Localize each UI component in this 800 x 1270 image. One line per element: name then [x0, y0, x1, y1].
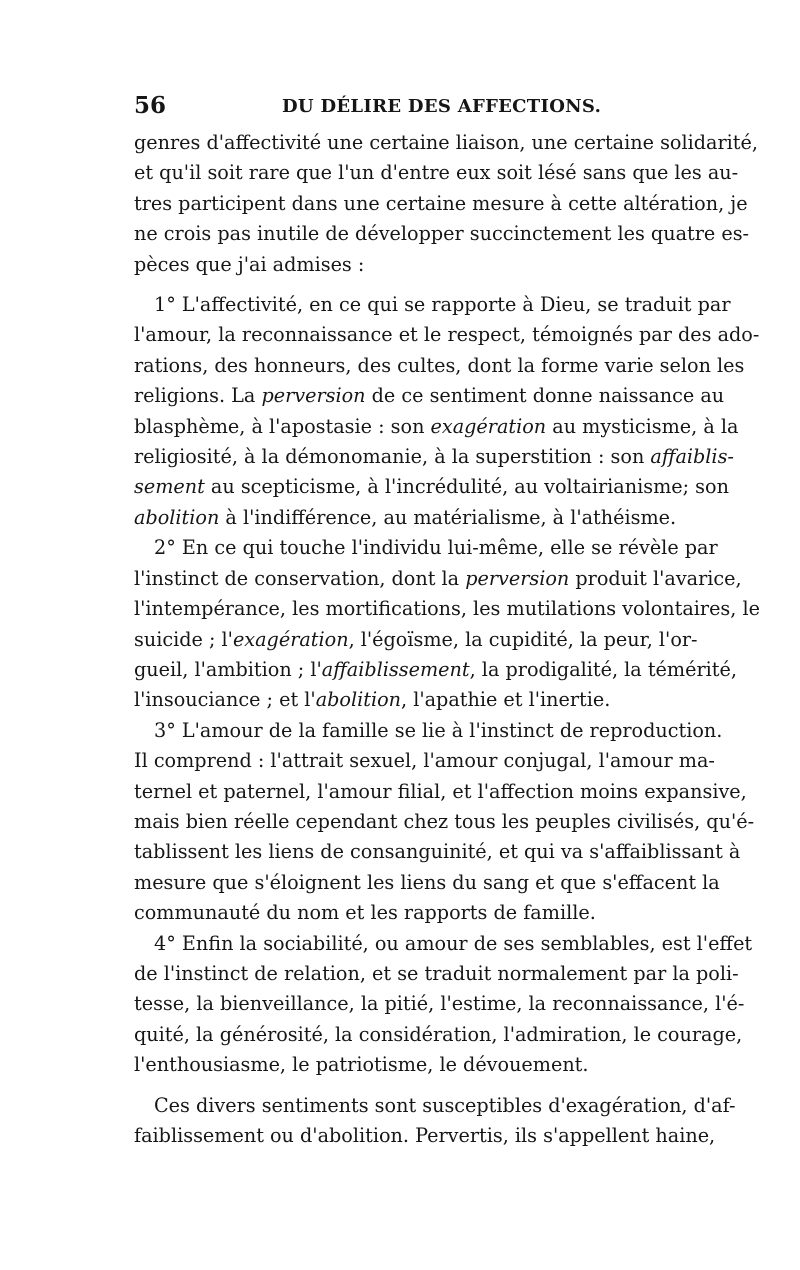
page-header: [134, 92, 668, 122]
italic-term: perversion: [261, 384, 366, 408]
text-line: de l'instinct de relation, et se traduit normalement par la poli-: [134, 961, 739, 985]
text-line: faiblissement ou d'abolition. Pervertis, ils s'appellent haine,: [134, 1124, 716, 1147]
text-line: l'intempérance, les mortifications, les mutilations volontaires, le: [134, 597, 760, 621]
text-line: l'insouciance ; et l'abolition, l'apathie et l'inertie.: [134, 688, 611, 712]
text-line: Il comprend : l'attrait sexuel, l'amour conjugal, l'amour ma-: [134, 749, 715, 773]
italic-term: abolition: [134, 505, 220, 529]
text-line: l'instinct de conservation, dont la perversion produit l'avarice,: [134, 566, 742, 590]
text-line: genres d'affectivité une certaine liaison, une certaine solidarité,: [134, 131, 758, 154]
text-line: gueil, l'ambition ; l'affaiblissement, la prodigalité, la témérité,: [134, 657, 737, 681]
text-line: et qu'il soit rare que l'un d'entre eux soit lésé sans que les au-: [134, 161, 739, 185]
text-line: ternel et paternel, l'amour filial, et l'affection moins expansive,: [134, 779, 747, 803]
paragraph-conclusion: [134, 1091, 736, 1152]
text-line: quité, la générosité, la considération, l'admiration, le courage,: [134, 1022, 743, 1046]
page-number: 56: [134, 92, 167, 119]
text-line: mais bien réelle cependant chez tous les peuples civilisés, qu'é-: [134, 809, 755, 833]
text-line: religiosité, à la démonomanie, à la superstition : son affaiblis-: [134, 445, 734, 469]
text-line: abolition à l'indifférence, au matérialisme, à l'athéisme.: [134, 505, 677, 529]
paragraph-family: [134, 716, 755, 929]
text-line: tablissent les liens de consanguinité, et qui va s'affaiblissant à: [134, 840, 741, 864]
text-line: 1° L'affectivité, en ce qui se rapporte à Dieu, se traduit par: [154, 293, 731, 317]
text-line: ne crois pas inutile de développer succinctement les quatre es-: [134, 222, 750, 246]
text-line: 2° En ce qui touche l'individu lui-même, elle se révèle par: [154, 536, 718, 560]
text-line: l'enthousiasme, le patriotisme, le dévouement.: [134, 1053, 589, 1077]
italic-term: abolition: [315, 688, 401, 712]
text-line: rations, des honneurs, des cultes, dont la forme varie selon les: [134, 353, 745, 377]
italic-term: perversion: [465, 566, 570, 590]
text-line: Ces divers sentiments sont susceptibles d'exagération, d'af-: [154, 1093, 736, 1117]
paragraph-god: [134, 290, 760, 533]
running-title: DU DÉLIRE DES AFFECTIONS.: [282, 96, 602, 117]
paragraph-sociability: [134, 929, 753, 1081]
paragraph-individual: [134, 533, 760, 715]
text-line: communauté du nom et les rapports de famille.: [134, 901, 596, 925]
italic-term: affaiblis-: [650, 445, 734, 469]
text-line: religions. La perversion de ce sentiment donne naissance au: [134, 384, 725, 408]
text-line: suicide ; l'exagération, l'égoïsme, la cupidité, la peur, l'or-: [134, 627, 698, 651]
paragraph-intro: [134, 128, 758, 280]
text-line: 4° Enfin la sociabilité, ou amour de ses semblables, est l'effet: [154, 931, 753, 955]
italic-term: exagération: [232, 627, 349, 651]
text-line: l'amour, la reconnaissance et le respect, témoignés par des ado-: [134, 323, 760, 347]
italic-term: affaiblissement: [321, 657, 470, 681]
body-text: [134, 128, 760, 1151]
italic-term: exagération: [430, 414, 547, 438]
text-line: tesse, la bienveillance, la pitié, l'estime, la reconnaissance, l'é-: [134, 992, 745, 1016]
text-line: pèces que j'ai admises :: [134, 252, 365, 276]
text-line: blasphème, à l'apostasie : son exagération au mysticisme, à la: [134, 414, 739, 438]
text-line: sement au scepticisme, à l'incrédulité, au voltairianisme; son: [134, 475, 729, 499]
text-line: tres participent dans une certaine mesure à cette altération, je: [134, 191, 748, 215]
text-line: 3° L'amour de la famille se lie à l'instinct de reproduction.: [154, 718, 723, 742]
text-line: mesure que s'éloignent les liens du sang et que s'effacent la: [134, 870, 720, 894]
italic-term: sement: [134, 475, 205, 499]
